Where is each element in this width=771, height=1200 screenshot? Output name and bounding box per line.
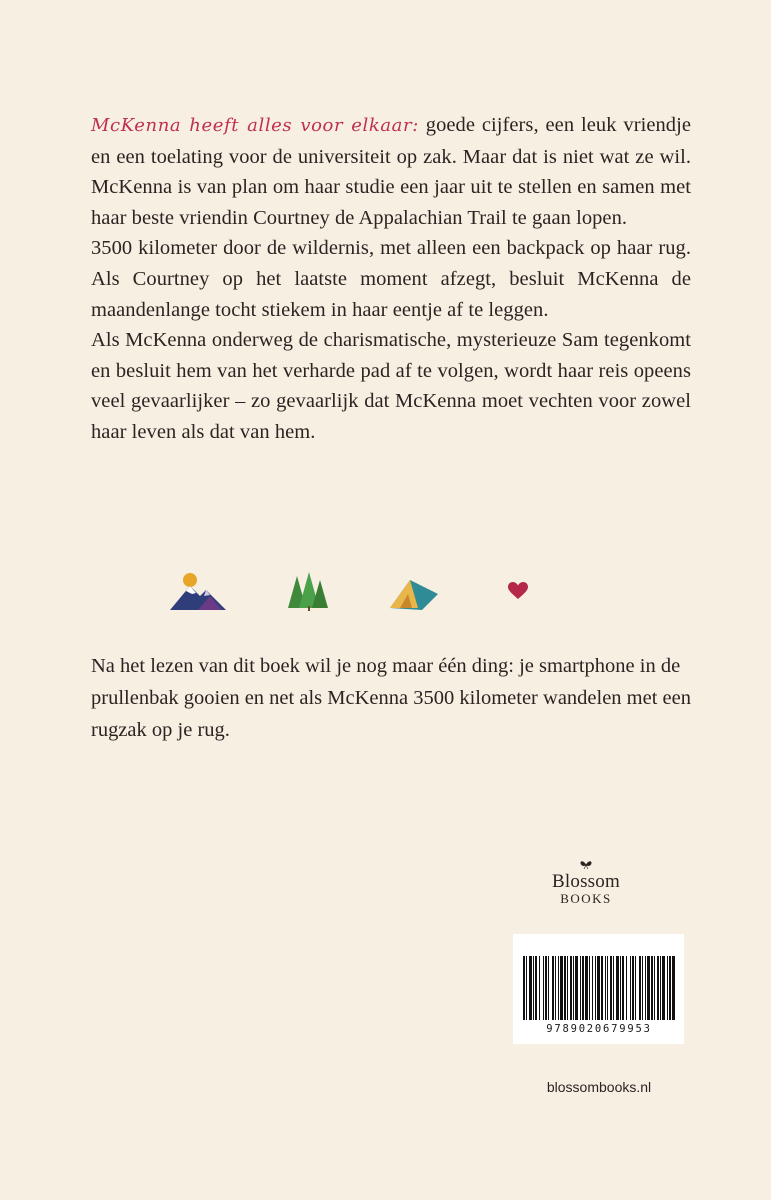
tagline: Na het lezen van dit boek wil je nog maar één ding: je smartphone in de prullenbak gooien en net als McKenna 3500 kilometer wandelen met een rugzak op je rug. — [91, 655, 691, 741]
barcode-bar — [589, 956, 590, 1020]
blurb-paragraph-3: Als McKenna onderweg de charismatische, mysterieuze Sam tegenkomt en besluit hem van het verharde pad af te volgen, wordt haar reis opeens veel gevaarlijker – zo gevaarlijk dat McKenna moet vechten voor zowel haar leven als dat van hem. — [91, 329, 691, 443]
mountain-sun-icon — [168, 570, 230, 612]
barcode-bar — [601, 956, 603, 1020]
blurb-paragraph-2: 3500 kilometer door de wildernis, met alleen een backpack op haar rug. Als Courtney op het laatste moment afzegt, besluit McKenna de maandenlange tocht stiekem in haar eentje af te leggen. — [91, 237, 691, 321]
barcode-bar — [526, 956, 527, 1020]
publisher-website: blossombooks.nl — [546, 1079, 652, 1095]
barcode-bars — [523, 956, 675, 1020]
back-cover-blurb — [91, 110, 691, 448]
barcode-bar — [543, 956, 544, 1020]
barcode-bar — [529, 956, 532, 1020]
barcode-bar — [570, 956, 572, 1020]
barcode-bar — [582, 956, 584, 1020]
publisher-name: Blossom — [552, 871, 620, 892]
barcode-bar — [605, 956, 606, 1020]
barcode-bar — [660, 956, 661, 1020]
barcode-bar — [580, 956, 581, 1020]
barcode-bar — [575, 956, 578, 1020]
tent-icon — [388, 574, 440, 612]
barcode-bar — [555, 956, 556, 1020]
decorative-icon-row — [168, 568, 538, 616]
blurb-paragraph-1 — [91, 110, 691, 233]
barcode-bar — [672, 956, 675, 1020]
publisher-logo — [546, 860, 626, 906]
barcode-bar — [654, 956, 655, 1020]
barcode-bar — [642, 956, 643, 1020]
barcode-bar — [564, 956, 566, 1020]
blurb-paragraph-1-text: goede cijfers, een leuk vriendje en een toelating voor de universiteit op zak. Maar dat is niet wat ze wil. McKenna is van plan om haar studie een jaar uit te stellen en samen met haar beste vriendin Courtney de Appalachian Trail te gaan lopen. — [91, 114, 691, 229]
barcode-bar — [548, 956, 549, 1020]
barcode-bar — [635, 956, 636, 1020]
pine-trees-icon — [284, 570, 330, 612]
barcode-bar — [595, 956, 596, 1020]
barcode-bar — [639, 956, 641, 1020]
barcode-bar — [539, 956, 540, 1020]
barcode-bar — [535, 956, 537, 1020]
barcode-bar — [545, 956, 547, 1020]
publisher-imprint: BOOKS — [560, 891, 612, 906]
barcode-bar — [616, 956, 619, 1020]
barcode-bar — [552, 956, 554, 1020]
handwritten-lead: McKenna heeft alles voor elkaar: — [91, 115, 419, 136]
barcode-bar — [610, 956, 612, 1020]
barcode-bar — [651, 956, 653, 1020]
barcode-bar — [645, 956, 646, 1020]
isbn-barcode — [513, 934, 684, 1044]
barcode-bar — [662, 956, 665, 1020]
barcode-bar — [632, 956, 634, 1020]
barcode-bar — [585, 956, 588, 1020]
barcode-bar — [620, 956, 621, 1020]
barcode-bar — [622, 956, 624, 1020]
barcode-bar — [533, 956, 534, 1020]
barcode-bar — [630, 956, 631, 1020]
barcode-bar — [667, 956, 668, 1020]
barcode-bar — [523, 956, 525, 1020]
barcode-bar — [558, 956, 559, 1020]
barcode-bar — [669, 956, 671, 1020]
barcode-bar — [607, 956, 608, 1020]
heart-icon — [508, 582, 528, 600]
barcode-bar — [613, 956, 614, 1020]
barcode-bar — [647, 956, 650, 1020]
barcode-bar — [567, 956, 568, 1020]
barcode-bar — [597, 956, 600, 1020]
barcode-bar — [657, 956, 659, 1020]
barcode-bar — [592, 956, 593, 1020]
barcode-bar — [560, 956, 563, 1020]
barcode-bar — [626, 956, 627, 1020]
butterfly-icon — [580, 860, 592, 870]
isbn-number: 9789020679953 — [546, 1023, 652, 1035]
barcode-bar — [573, 956, 574, 1020]
